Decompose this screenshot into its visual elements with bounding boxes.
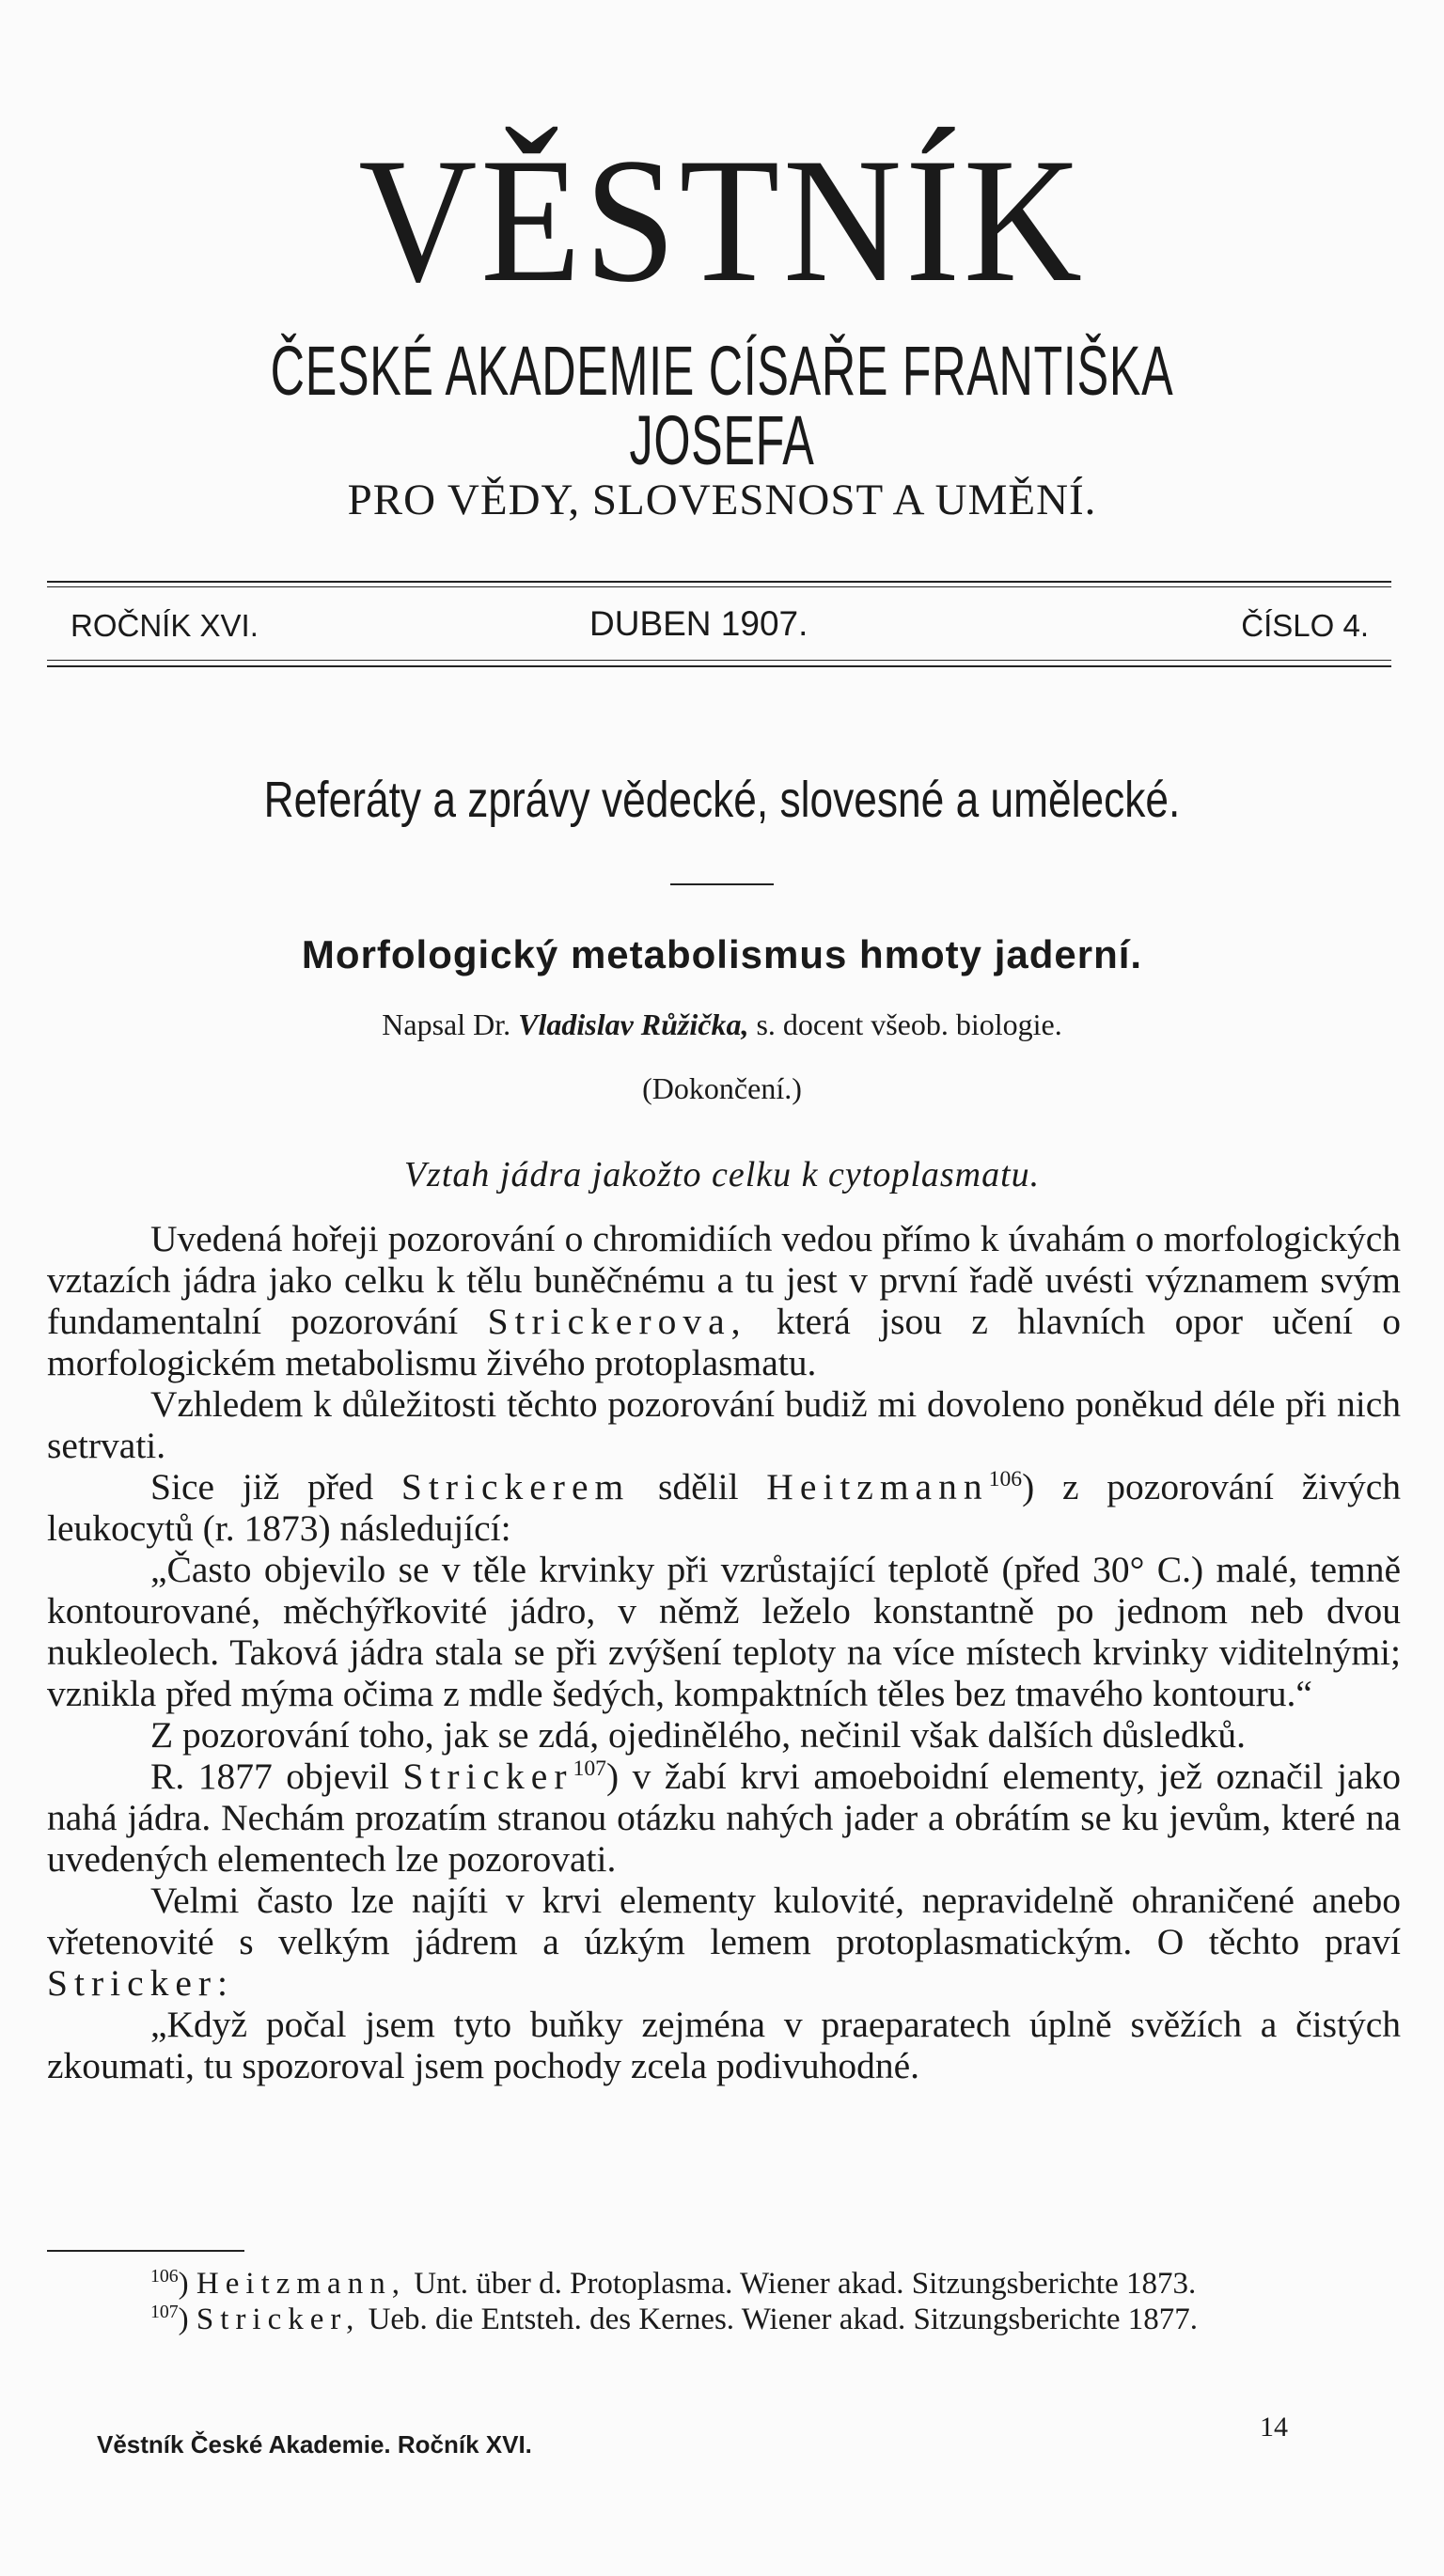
article-subheading: Vztah jádra jakožto celku k cytoplasmatu.: [403, 1155, 1041, 1194]
body-paragraph: R. 1877 objevil Stricker$^{107}$) v žabí krvi amoeboidní elementy, jež označil jako nahá jádra. Nechám prozatím stranou otázku nahých jader a obrátím se ku jevům, které na uvedených elementech lze pozorovati.: [47, 1756, 1401, 1880]
byline-prefix: Napsal Dr.: [382, 1007, 511, 1041]
body-paragraph: Uvedená hořeji pozorování o chromidiích vedou přímo k úvahám o morfologických vztazích jádra jako celku k tělu buněčnému a tu jest v první řadě uvésti významem svým fundamentalní pozorování Strickerova, která jsou z hlavních opor učení o morfologickém metabolismu živého protoplasmatu.: [47, 1218, 1402, 1383]
section-heading: Referáty a zprávy vědecké, slovesné a umělecké.: [263, 772, 1181, 828]
spaced-name: Strickerova,: [487, 1301, 747, 1342]
page-number: 14: [1260, 2412, 1288, 2443]
issue-number: ČÍSLO 4.: [1241, 608, 1369, 643]
issue-date: DUBEN 1907.: [589, 604, 808, 643]
quote-paragraph: „Když počal jsem tyto buňky zejména v praeparatech úplně svěžích a čistých zkoumati, tu spozoroval jsem pochody zcela podivuhodné.: [47, 2004, 1401, 2086]
footnote: $^{106}$) Heitzmann, Unt. über d. Protoplasma. Wiener akad. Sitzungsberichte 1873.: [150, 2266, 1197, 2301]
footnote-ref: 107: [573, 1756, 607, 1781]
continuation-note: (Dokončení.): [642, 1071, 802, 1105]
footnote-ref: 106: [988, 1466, 1023, 1491]
spaced-name: Stricker: [402, 1756, 573, 1797]
body-paragraph: Sice již před Strickerem sdělil Heitzmann$^{106}$) z pozorování živých leukocytů (r. 1873) následující:: [47, 1466, 1402, 1549]
journal-subtitle-2: PRO VĚDY, SLOVESNOST A UMĚNÍ.: [347, 476, 1097, 524]
issue-volume: ROČNÍK XVI.: [71, 608, 259, 643]
body-paragraph: Z pozorování toho, jak se zdá, ojedinělého, nečinil však dalších důsledků.: [150, 1714, 1246, 1756]
running-footer: Věstník České Akademie. Ročník XVI.: [97, 2430, 532, 2459]
masthead-rule-top-thin: [47, 586, 1391, 587]
masthead-rule-bottom-thin: [47, 660, 1391, 661]
quote-paragraph: „Často objevilo se v těle krvinky při vzrůstající teplotě (před 30° C.) malé, temně kontourované, měchýřkovité jádro, v němž leželo konstantně po jednom neb dvou nukleolech. Taková jádra stala se při zvýšení teploty na více místech krvinky viditelnými; vznikla před mýma očima z mdle šedých, kompaktních těles bez tmavého kontouru.“: [47, 1549, 1401, 1714]
masthead-rule-top: [47, 581, 1391, 583]
journal-subtitle: ČESKÉ AKADEMIE CÍSAŘE FRANTIŠKA JOSEFA: [270, 332, 1174, 479]
author-name: Vladislav Růžička,: [518, 1007, 749, 1041]
masthead-rule-bottom: [47, 665, 1391, 667]
body-paragraph: Velmi často lze najíti v krvi elementy kulovité, nepravidelně ohraničené anebo vřetenovité s velkým jádrem a úzkým lemem protoplasmatickým. O těchto praví Stricker:: [47, 1880, 1401, 2004]
article-title: Morfologický metabolismus hmoty jaderní.: [301, 932, 1143, 976]
footnote: $^{107}$) Stricker, Ueb. die Entsteh. des Kernes. Wiener akad. Sitzungsberichte 1877.: [150, 2302, 1198, 2336]
article-byline: [0, 1007, 1444, 1042]
footnote-rule: [47, 2250, 244, 2252]
spaced-name: Heitzmann: [766, 1466, 989, 1507]
spaced-name: Stricker,: [196, 2303, 361, 2336]
body-paragraph: Vzhledem k důležitosti těchto pozorování budiž mi dovoleno poněkud déle při nich setrvati.: [47, 1383, 1401, 1466]
footnotes: [47, 2267, 1401, 2338]
spaced-name: Stricker:: [47, 1962, 235, 2004]
article-body: [47, 1218, 1401, 2086]
byline-suffix: s. docent všeob. biologie.: [756, 1007, 1062, 1041]
spaced-name: Heitzmann,: [196, 2267, 406, 2301]
journal-title: VĚSTNÍK: [358, 122, 1086, 320]
spaced-name: Strickerem: [400, 1466, 631, 1507]
section-divider: [670, 883, 774, 885]
